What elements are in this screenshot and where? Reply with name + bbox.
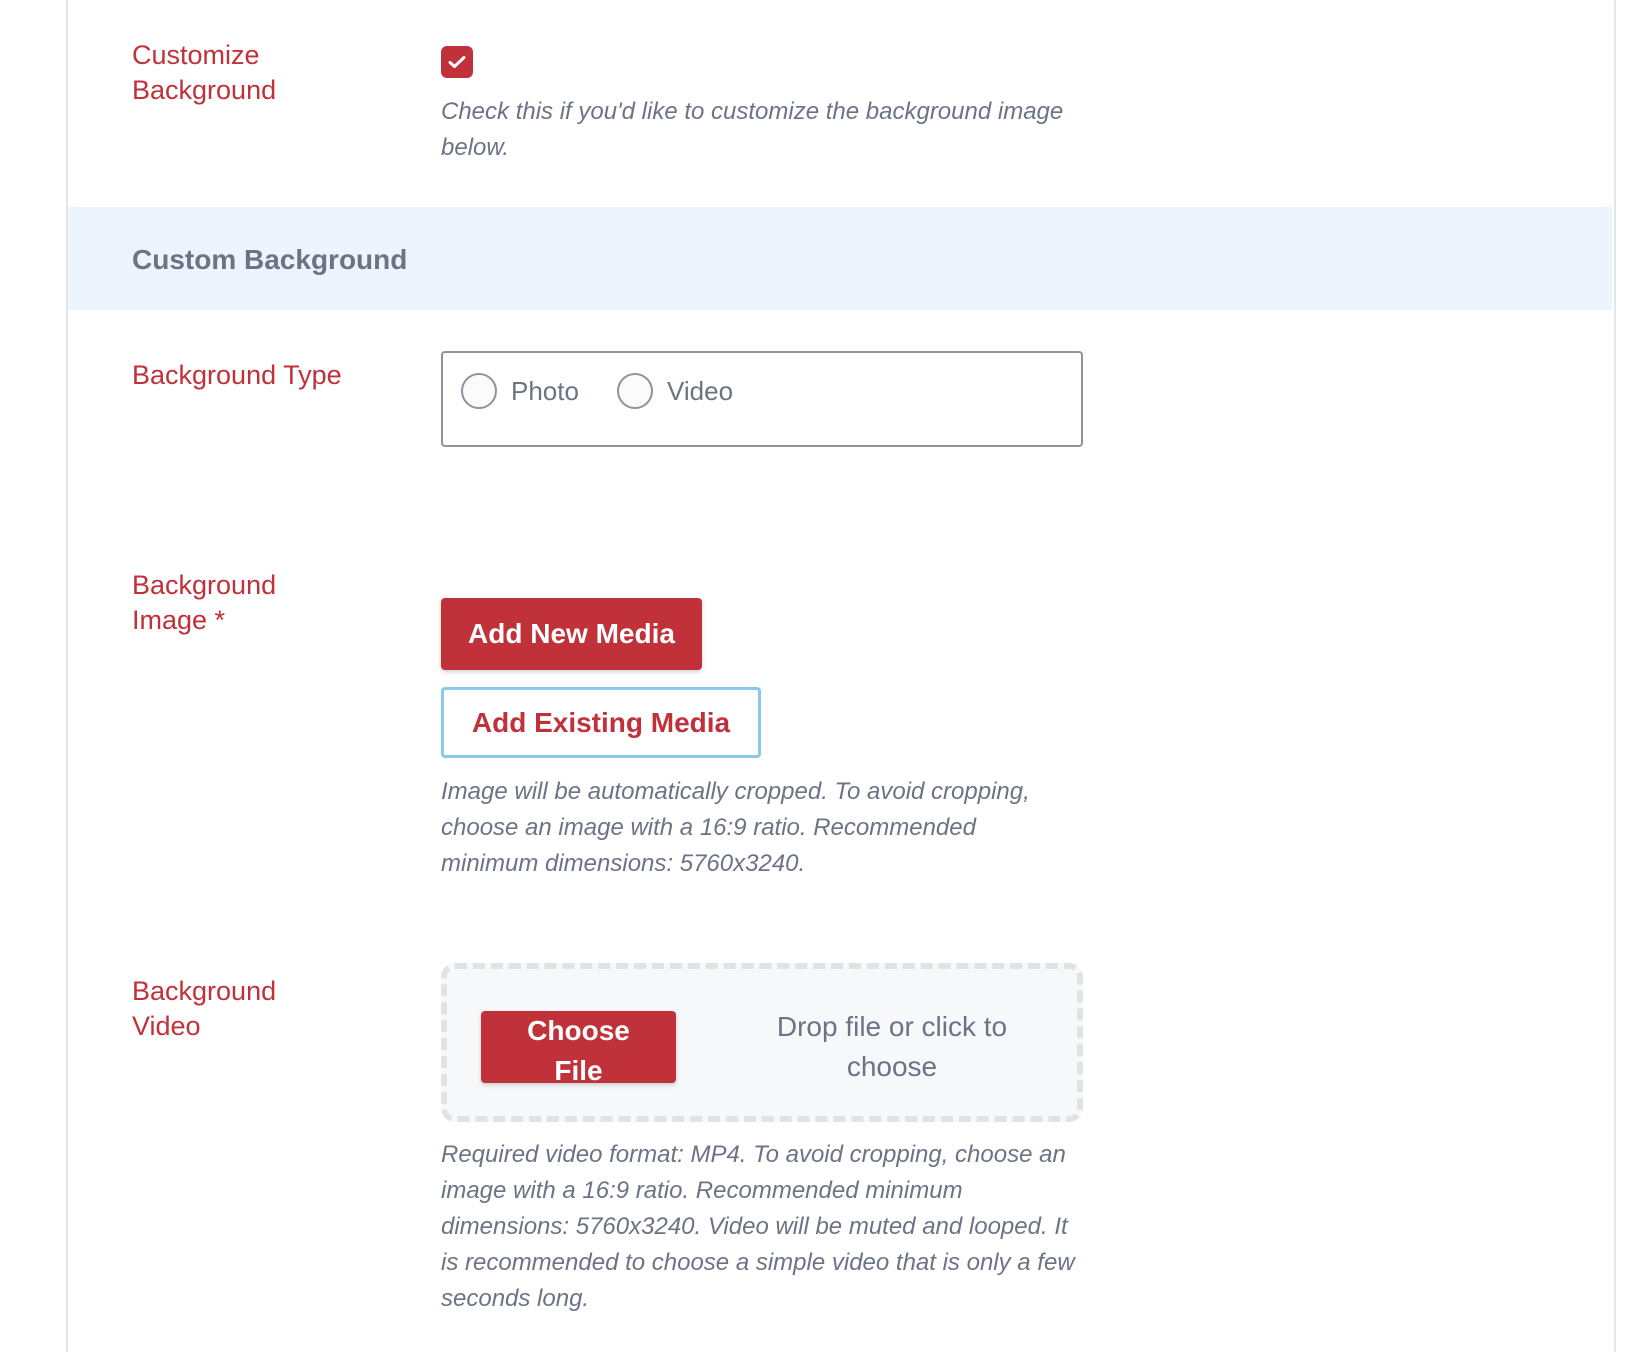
background-image-label: Background Image * [132,570,277,635]
choose-file-button[interactable]: Choose File [481,1011,676,1083]
checkmark-icon [448,55,466,69]
section-title: Custom Background [132,244,408,275]
radio-label-video: Video [667,376,734,406]
background-video-help: Required video format: MP4. To avoid cropping, choose an image with a 16:9 ratio. Recommended minimum dimensions: 5760x3240. Video will be muted and looped. It is recommended to choose a simple video that is only a few seconds long. [441,1141,1075,1312]
radio-label-photo: Photo [511,376,579,406]
background-image-help: Image will be automatically cropped. To avoid cropping, choose an image with a 16:9 ratio. Recommended minimum dimensions: 5760x3240. [441,778,1030,877]
video-dropzone[interactable] [441,963,1083,1122]
add-new-media-button[interactable]: Add New Media [441,598,702,670]
customize-background-checkbox[interactable] [441,46,473,78]
background-type-radio-group [441,351,1083,447]
background-video-label: Background Video [132,976,277,1041]
radio-option-photo[interactable] [461,373,579,409]
background-type-label: Background Type [132,360,342,390]
radio-option-video[interactable] [617,373,733,409]
dropzone-text: Drop file or click to choose [776,1011,1008,1082]
customize-background-help: Check this if you'd like to customize the background image below. [441,98,1064,161]
radio-button-photo[interactable] [461,373,497,409]
customize-background-label: Customize Background [132,40,277,105]
add-existing-media-button[interactable]: Add Existing Media [441,687,761,758]
radio-button-video[interactable] [617,373,653,409]
